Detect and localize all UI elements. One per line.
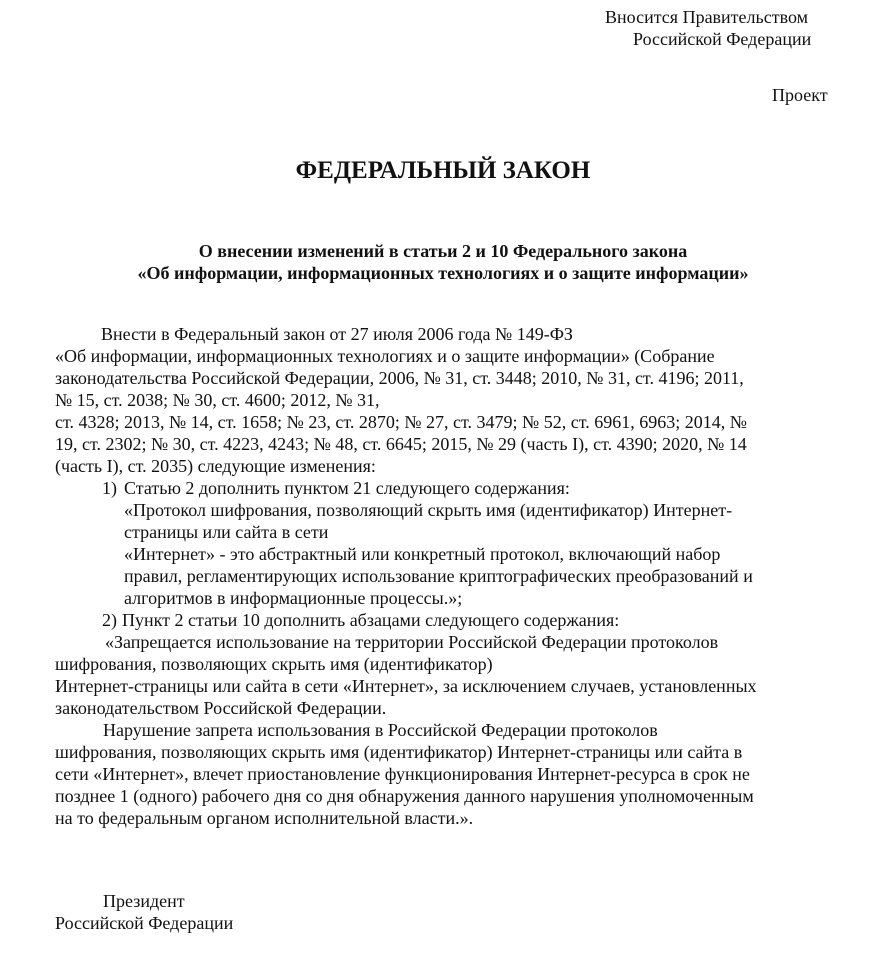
item-1-line: «Протокол шифрования, позволяющий скрыть имя (идентификатор) Интернет- [124,500,733,520]
document-title: ФЕДЕРАЛЬНЫЙ ЗАКОН [295,157,591,184]
paragraph-1-line: «Запрещается использование на территории Российской Федерации протоколов [105,632,719,652]
paragraph-2-line: Нарушение запрета использования в Российской Федерации протоколов [103,720,658,740]
intro-line: 19, ст. 2302; № 30, ст. 4223, 4243; № 48, ст. 6645; 2015, № 29 (часть I), ст. 4390; 2020, № 14 [55,434,747,454]
draft-status: Проект [772,85,828,105]
signature-country: Российской Федерации [55,913,234,933]
paragraph-2-line: на то федеральным органом исполнительной власти.». [55,808,474,828]
intro-line: «Об информации, информационных технологиях и о защите информации» (Собрание [55,346,715,366]
paragraph-1-line: шифрования, позволяющих скрыть имя (идентификатор) [55,654,493,674]
intro-line: № 15, ст. 2038; № 30, ст. 4600; 2012, № 31, [55,390,380,410]
item-1-line: страницы или сайта в сети [124,522,329,542]
intro-line: Внести в Федеральный закон от 27 июля 2006 года № 149-ФЗ [101,324,573,344]
paragraph-2-line: сети «Интернет», влечет приостановление функционирования Интернет-ресурса в срок не [55,764,750,784]
paragraph-2-line: шифрования, позволяющих скрыть имя (идентификатор) Интернет-страницы или сайта в [55,742,743,762]
item-1-line: правил, регламентирующих использование криптографических преобразований и [124,566,753,586]
item-1-line: Статью 2 дополнить пунктом 21 следующего содержания: [124,478,570,498]
item-1-line: «Интернет» - это абстрактный или конкретный протокол, включающий набор [124,544,721,564]
signature-title: Президент [103,891,185,911]
paragraph-1-line: Интернет-страницы или сайта в сети «Интернет», за исключением случаев, установленных [55,676,757,696]
subtitle-line-1: О внесении изменений в статьи 2 и 10 Федерального закона [198,241,688,261]
intro-line: законодательства Российской Федерации, 2006, № 31, ст. 3448; 2010, № 31, ст. 4196; 2011, [55,368,744,388]
paragraph-2-line: позднее 1 (одного) рабочего дня со дня обнаружения данного нарушения уполномоченным [55,786,754,806]
submitted-by-line-2: Российской Федерации [633,29,812,49]
item-2-number: 2) [102,610,117,630]
subtitle-line-2: «Об информации, информационных технологиях и о защите информации» [137,263,749,283]
item-2-text: Пункт 2 статьи 10 дополнить абзацами следующего содержания: [122,610,620,630]
paragraph-1-line: законодательством Российской Федерации. [55,698,387,718]
intro-line: ст. 4328; 2013, № 14, ст. 1658; № 23, ст. 2870; № 27, ст. 3479; № 52, ст. 6961, 6963; 2014, № [55,412,747,432]
item-1-line: алгоритмов в информационные процессы.»; [124,588,463,608]
item-1-number: 1) [102,478,117,498]
intro-line: (часть I), ст. 2035) следующие изменения: [55,456,376,476]
submitted-by-line-1: Вносится Правительством [605,7,809,27]
